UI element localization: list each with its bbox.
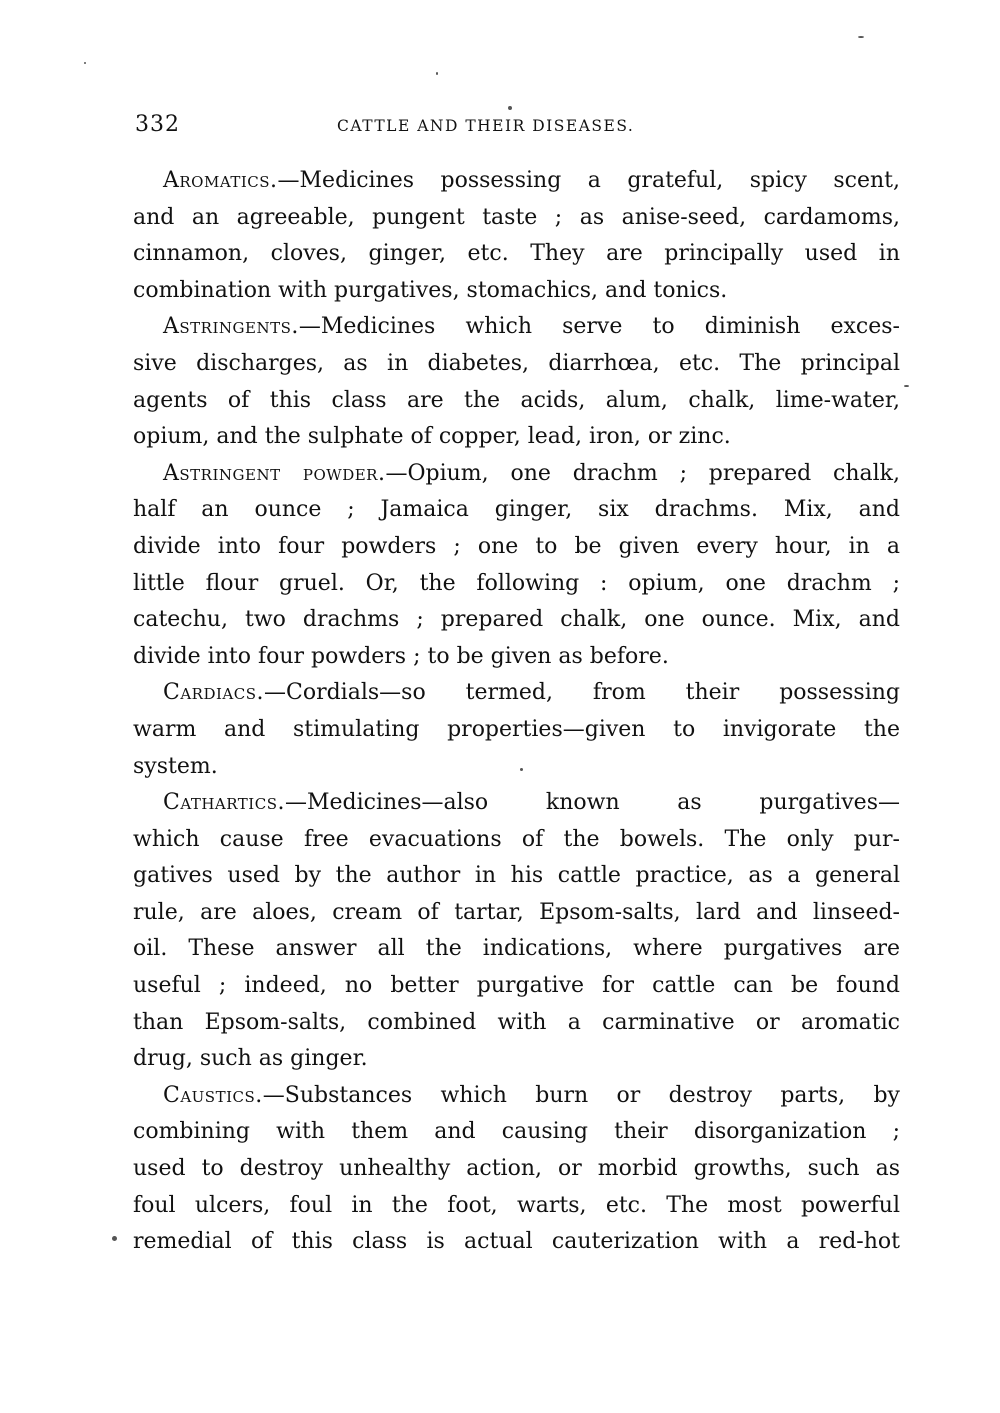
entry-astringents	[133, 309, 900, 455]
entry-astringent-powder	[133, 456, 900, 676]
entry-cardiacs	[133, 675, 900, 785]
text-line: Caustics.—Substances which burn or destroy parts, by	[163, 1082, 900, 1108]
entry-term: Astringents.	[163, 314, 299, 340]
text-line: divide into four powders ; to be given as before.	[133, 643, 669, 669]
entry-term: Aromatics.	[163, 168, 278, 193]
text-line: cinnamon, cloves, ginger, etc. They are principally used in	[133, 241, 900, 267]
running-head	[135, 112, 900, 146]
text-line: Astringents.—Medicines which serve to diminish exces-	[163, 314, 900, 340]
text-line: oil. These answer all the indications, where purgatives are	[133, 936, 900, 962]
body-text	[133, 163, 900, 1261]
text-line: sive discharges, as in diabetes, diarrhœa, etc. The principal	[133, 350, 900, 376]
text-line: useful ; indeed, no better purgative for cattle can be found	[133, 973, 900, 999]
text-line: Cardiacs.—Cordials—so termed, from their possessing	[163, 680, 900, 706]
entry-cathartics	[133, 785, 900, 1078]
entry-term: Cardiacs.	[163, 680, 264, 706]
text-line: rule, are aloes, cream of tartar, Epsom-salts, lard and linseed-	[133, 899, 900, 925]
text-line: which cause free evacuations of the bowels. The only pur-	[133, 826, 900, 852]
text-line: half an ounce ; Jamaica ginger, six drachms. Mix, and	[133, 497, 900, 523]
text-line: combination with purgatives, stomachics, and tonics.	[133, 277, 728, 303]
entry-caustics	[133, 1078, 900, 1261]
text-line: system.	[133, 753, 218, 779]
text-line: remedial of this class is actual cauterization with a red-hot	[133, 1229, 900, 1255]
entry-term: Astringent powder.	[163, 460, 386, 486]
text-line: catechu, two drachms ; prepared chalk, one ounce. Mix, and	[133, 607, 900, 633]
text-line: than Epsom-salts, combined with a carminative or aromatic	[133, 1009, 900, 1035]
entry-term: Caustics.	[163, 1082, 263, 1108]
page-number: 332	[135, 112, 180, 137]
text-line: Astringent powder.—Opium, one drachm ; prepared chalk,	[163, 460, 901, 486]
text-line: foul ulcers, foul in the foot, warts, etc. The most powerful	[133, 1192, 900, 1218]
text-line: drug, such as ginger.	[133, 1046, 368, 1072]
entry-term: Cathartics.	[163, 790, 285, 816]
text-line: and an agreeable, pungent taste ; as anise-seed, cardamoms,	[133, 204, 900, 230]
text-line: agents of this class are the acids, alum, chalk, lime-water,	[133, 387, 900, 413]
text-line: little flour gruel. Or, the following : opium, one drachm ;	[133, 570, 900, 596]
entry-aromatics	[133, 163, 900, 309]
text-line: used to destroy unhealthy action, or morbid growths, such as	[133, 1156, 900, 1182]
text-line: combining with them and causing their disorganization ;	[133, 1119, 900, 1145]
text-line: gatives used by the author in his cattle practice, as a general	[133, 863, 900, 889]
text-line: warm and stimulating properties—given to invigorate the	[133, 716, 900, 742]
text-line: divide into four powders ; one to be given every hour, in a	[133, 533, 900, 559]
text-line: Cathartics.—Medicines—also known as purgatives—	[163, 790, 900, 816]
text-line: opium, and the sulphate of copper, lead, iron, or zinc.	[133, 424, 731, 450]
running-title: CATTLE AND THEIR DISEASES.	[337, 117, 635, 135]
text-line: Aromatics.—Medicines possessing a grateful, spicy scent,	[163, 168, 900, 193]
